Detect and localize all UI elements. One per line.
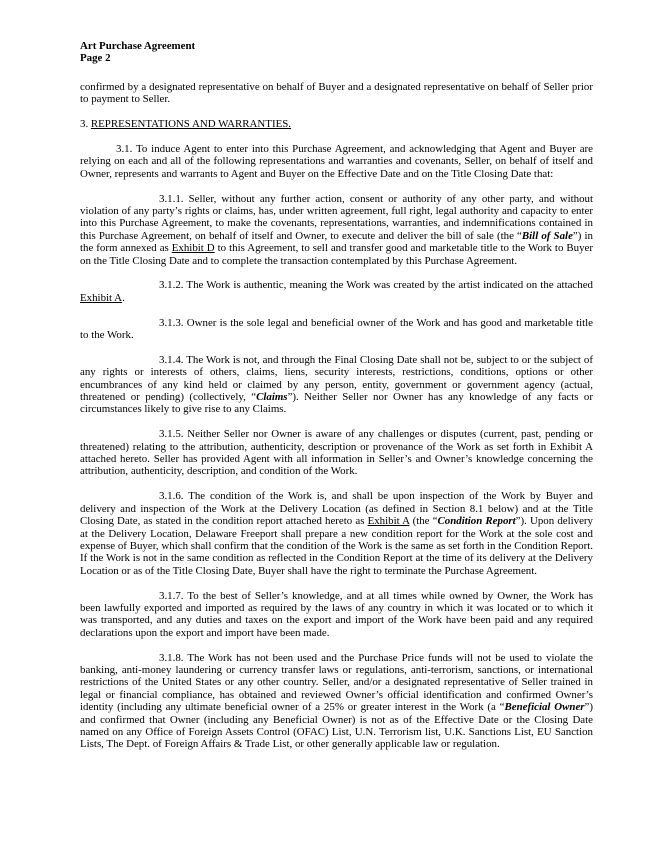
page-number: Page 2 (80, 52, 111, 65)
document-title: Art Purchase Agreement (80, 40, 196, 52)
intro-paragraph: confirmed by a designated representative on behalf of Buyer and a designated representative on behalf of Seller prior to payment to Seller. (80, 81, 593, 106)
defined-term: Bill of Sale (521, 229, 573, 242)
section-number: 3. (80, 118, 91, 131)
clause-3-1-7: 3.1.7. To the best of Seller’s knowledge, and at all times while owned by Owner, the Work has been lawfully exported and imported as required by the laws of any country in which it was located or to which it was transported, and any duties and taxes on the export and import of the Work have been paid and any required declarations upon the export and import have been made. (80, 589, 593, 639)
exhibit-reference: Exhibit D (171, 242, 215, 255)
document-body (80, 81, 593, 751)
page-header (80, 40, 195, 65)
clause-3-1-3: 3.1.3. Owner is the sole legal and beneficial owner of the Work and has good and marketable title to the Work. (80, 316, 593, 342)
clause-3-1-2: 3.1.2. The Work is authentic, meaning the Work was created by the artist indicated on the attached Exhibit A. (80, 279, 593, 304)
defined-term: Condition Report (437, 515, 516, 528)
clause-3-1-8: 3.1.8. The Work has not been used and the Purchase Price funds will not be used to violate the banking, anti-money laundering or currency transfer laws or regulations, anti-terrorism, sanctions, or international restrictions of the United States or any other country. Seller, and/or a designated representative of Seller trained in legal or financial compliance, has obtained and reviewed Owner’s official identification and confirmed Owner’s identity (including any ultimate beneficial owner of a 25% or greater interest in the Work (a “Beneficial Owner”) and confirmed that Owner (including any Beneficial Owner) is not as of the Effective Date or the Closing Date named on any Office of Foreign Assets Control (OFAC) List, U.N. Terrorism list, U.K. Sanctions List, EU Sanction Lists, The Dept. of Foreign Affairs & Trade List, or other generally applicable law or regulation. (80, 651, 593, 751)
defined-term: Beneficial Owner (504, 701, 585, 714)
defined-term: Claims (256, 391, 288, 404)
exhibit-reference: Exhibit A (80, 291, 123, 304)
clause-3-1-6: 3.1.6. The condition of the Work is, and shall be upon inspection of the Work by Buyer and delivery and inspection of the Work at the Delivery Location (as defined in Section 8.1 below) and at the Title Closing Date, as stated in the condition report attached hereto as Exhibit A (the “Condition Report”). Upon delivery at the Delivery Location, Delaware Freeport shall prepare a new condition report for the Work at the sole cost and expense of Buyer, which shall confirm that the condition of the Work is the same as set forth in the Condition Report. If the Work is not in the same condition as reflected in the Condition Report at the time of its delivery at the Delivery Location or as of the Title Closing Date, Buyer shall have the right to terminate the Purchase Agreement. (80, 490, 594, 577)
clause-3-1-4: 3.1.4. The Work is not, and through the Final Closing Date shall not be, subject to or the subject of any rights or interests of others, claims, liens, security interests, restrictions, conditions, options or other encumbrances of any kind held or claimed by any person, entity, government or government agency (actual, threatened or pending) (collectively, “Claims”). Neither Seller nor Owner has any knowledge of any facts or circumstances likely to give rise to any Claims. (80, 353, 593, 416)
section-title: REPRESENTATIONS AND WARRANTIES. (90, 118, 292, 131)
exhibit-reference: Exhibit A (367, 515, 410, 528)
clause-3-1-1: 3.1.1. Seller, without any further action, consent or authority of any other party, and without violation of any party’s rights or claims, has, under written agreement, full right, legal authority and capacity to enter into this Purchase Agreement, to make the covenants, representations, warranties, and indemnifications contained in this Purchase Agreement, on behalf of itself and Owner, to execute and deliver the bill of sale (the “Bill of Sale”) in the form annexed as Exhibit D to this Agreement, to sell and transfer good and marketable title to the Work to Buyer on the Title Closing Date and to complete the transaction contemplated by this Purchase Agreement. (80, 192, 593, 267)
clause-3-1: 3.1. To induce Agent to enter into this Purchase Agreement, and acknowledging that Agent and Buyer are relying on each and all of the following representations and warranties and covenants, Seller, on behalf of itself and Owner, represents and warrants to Agent and Buyer on the Effective Date and on the Title Closing Date that: (80, 143, 593, 180)
section-3-heading (80, 118, 593, 130)
clause-3-1-5: 3.1.5. Neither Seller nor Owner is aware of any challenges or disputes (current, past, pending or threatened) relating to the attribution, authenticity, description or provenance of the Work as set forth in Exhibit A attached hereto. Seller has provided Agent with all information in Seller’s and Owner’s knowledge concerning the attribution, authenticity, description, and condition of the Work. (80, 428, 593, 478)
